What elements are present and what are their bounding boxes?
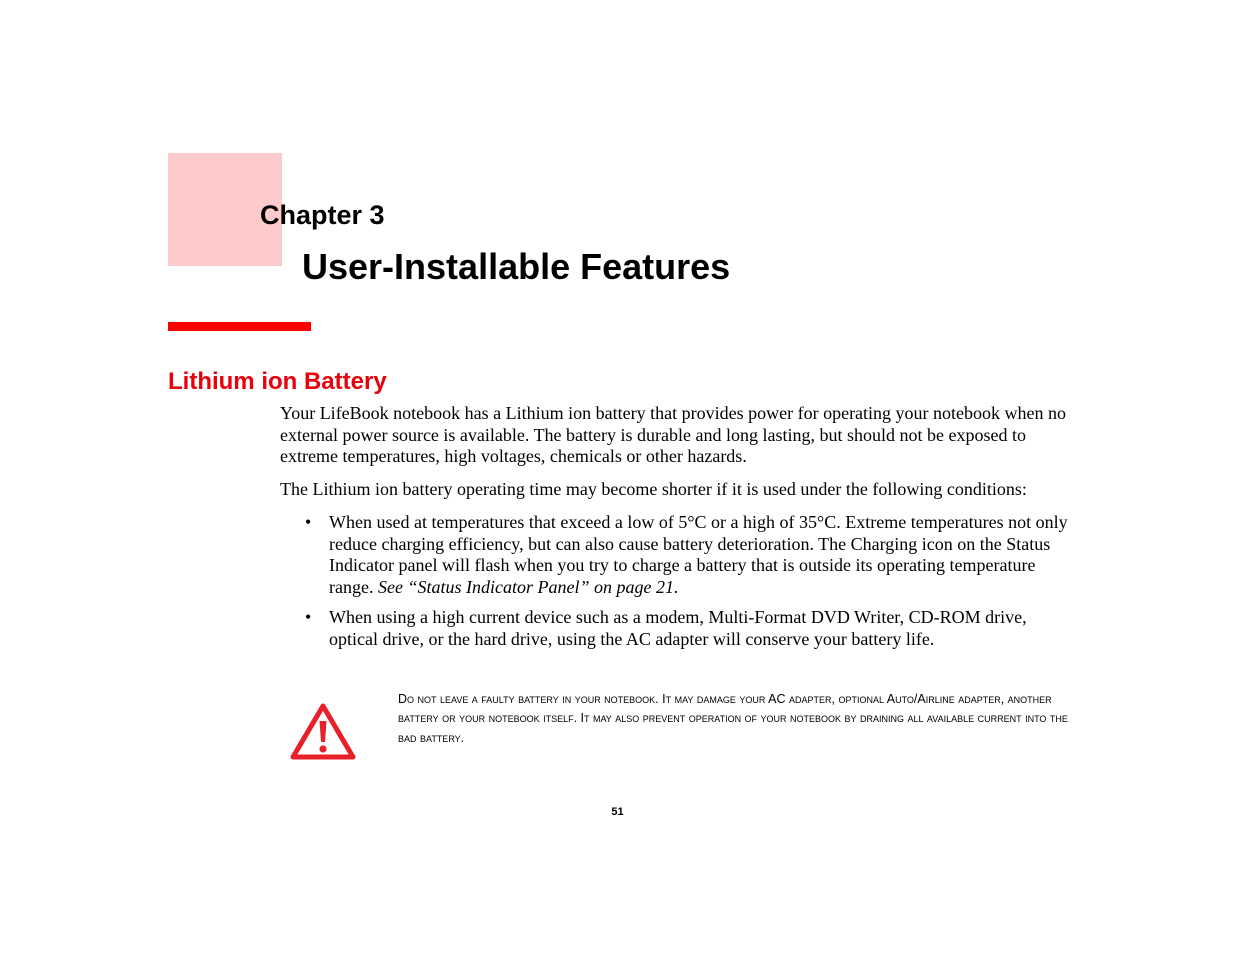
bullet-text: When using a high current device such as a modem, Multi-Format DVD Writer, CD-ROM drive, optical drive, or the hard drive, using the AC adapter will conserve your battery life. bbox=[329, 607, 1027, 649]
bullet-marker: • bbox=[305, 512, 312, 532]
warning-text: Do not leave a faulty battery in your notebook. It may damage your AC adapter, optional Auto/Airline adapter, another battery or your notebook itself. It may also prevent operation of your notebook by draining all available current into the bad battery. bbox=[398, 692, 1068, 745]
section-heading: Lithium ion Battery bbox=[168, 368, 387, 395]
chapter-divider bbox=[168, 322, 311, 331]
page-number: 51 bbox=[611, 806, 624, 818]
conditions-paragraph: The Lithium ion battery operating time may become shorter if it is used under the following conditions: bbox=[280, 479, 1027, 499]
conditions-list bbox=[305, 512, 1070, 598]
cross-reference-link[interactable]: See “Status Indicator Panel” on page 21. bbox=[377, 576, 679, 597]
chapter-label: Chapter 3 bbox=[260, 200, 385, 230]
warning-triangle-icon bbox=[289, 702, 357, 762]
list-item bbox=[305, 512, 1070, 598]
intro-paragraph: Your LifeBook notebook has a Lithium ion battery that provides power for operating your notebook when no external power source is available. The battery is durable and long lasting, but should not be exposed to extreme temperatures, high voltages, chemicals or other hazards. bbox=[280, 403, 1067, 467]
list-item bbox=[305, 607, 1070, 650]
bullet-marker: • bbox=[305, 607, 312, 627]
bullet-text: When used at temperatures that exceed a low of 5°C or a high of 35°C. Extreme temperatures not only reduce charging efficiency, but can also cause battery deterioration. The Charging icon on the Status Indicator panel will flash when you try to charge a battery that is outside its operating temperature range. bbox=[329, 512, 1068, 597]
conditions-list-continued bbox=[305, 607, 1070, 650]
chapter-title: User-Installable Features bbox=[302, 246, 731, 287]
